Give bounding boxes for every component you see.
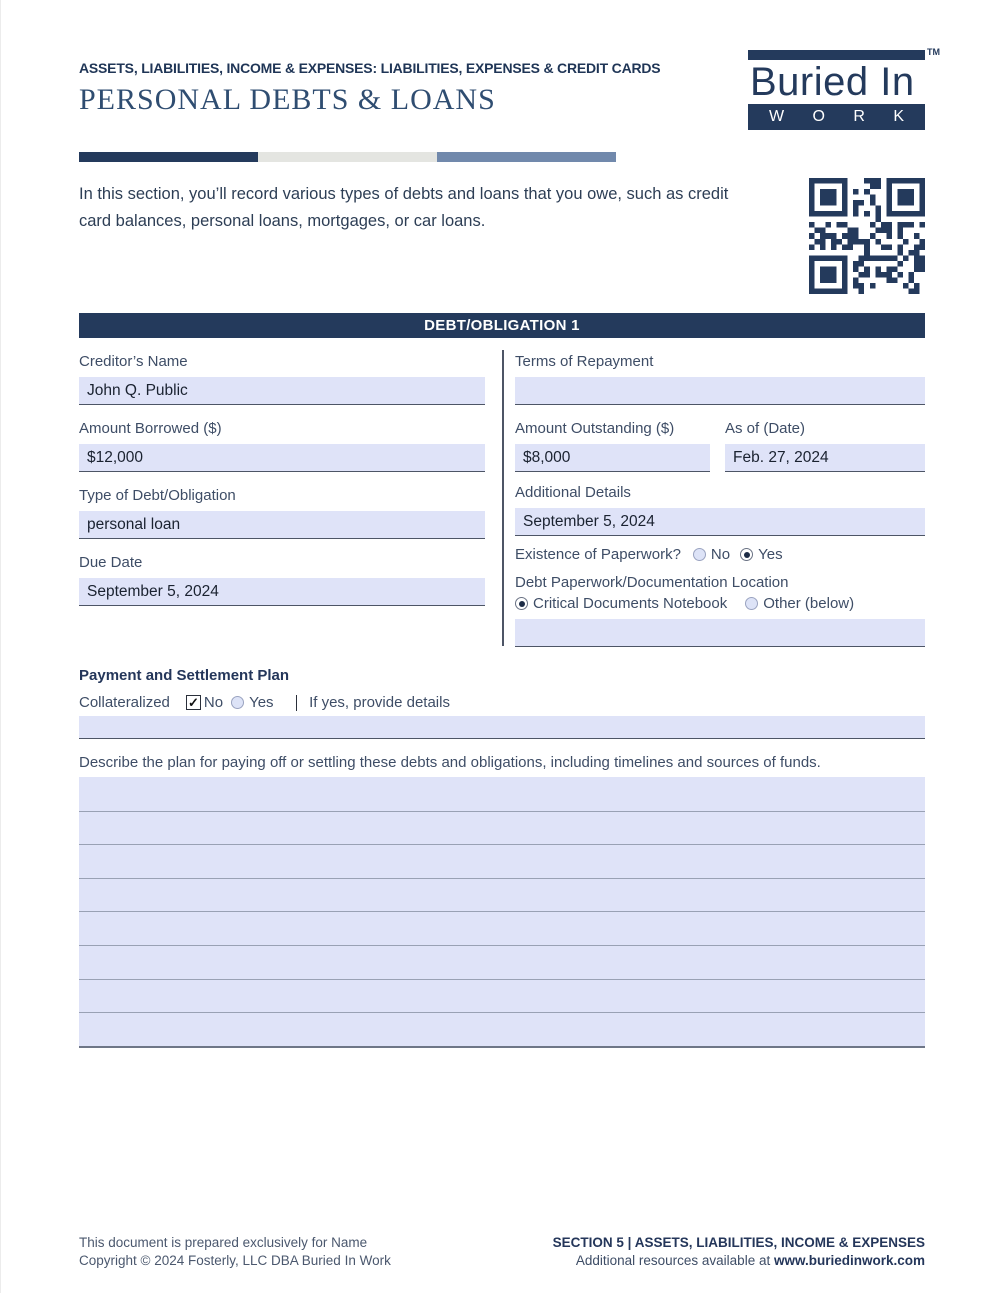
collateralized-no-label: No [203, 694, 224, 711]
page-title: PERSONAL DEBTS & LOANS [79, 83, 496, 116]
collateralized-group [79, 694, 925, 711]
field-creditors-name [79, 353, 485, 405]
creditors-name-label: Creditor’s Name [79, 353, 188, 370]
logo-wordmark: Buried In [750, 60, 915, 104]
debt-obligation-banner: DEBT/OBLIGATION 1 [79, 313, 925, 338]
paperwork-location-label: Debt Paperwork/Documentation Location [515, 574, 789, 591]
as-of-date-input[interactable]: Feb. 27, 2024 [725, 444, 925, 472]
type-of-debt-input[interactable]: personal loan [79, 511, 485, 539]
amount-outstanding-label: Amount Outstanding ($) [515, 420, 675, 437]
field-additional-details [515, 484, 925, 536]
describe-plan-prompt: Describe the plan for paying off or settling these debts and obligations, including timelines and sources of funds. [79, 754, 821, 771]
progress-segment-2 [258, 152, 437, 162]
field-as-of-date [725, 405, 925, 472]
plan-line[interactable] [79, 844, 925, 878]
divider-bar [296, 695, 298, 711]
plan-line[interactable] [79, 811, 925, 845]
amount-borrowed-input[interactable]: $12,000 [79, 444, 485, 472]
paperwork-location-group [515, 574, 925, 647]
collateralized-details-input[interactable] [79, 716, 925, 739]
field-amount-outstanding [515, 405, 710, 472]
due-date-input[interactable]: September 5, 2024 [79, 578, 485, 606]
additional-details-input[interactable]: September 5, 2024 [515, 508, 925, 536]
buried-in-work-logo [748, 47, 940, 130]
amount-outstanding-input[interactable]: $8,000 [515, 444, 710, 472]
section-progress-bar [79, 152, 616, 162]
progress-segment-1 [79, 152, 258, 162]
plan-line[interactable] [79, 945, 925, 979]
as-of-date-label: As of (Date) [725, 420, 806, 437]
paperwork-no-label: No [710, 546, 731, 563]
terms-of-repayment-input[interactable] [515, 377, 925, 405]
page-footer [79, 1234, 925, 1270]
field-due-date [79, 554, 485, 606]
field-terms-of-repayment [515, 353, 925, 405]
additional-details-label: Additional Details [515, 484, 631, 501]
creditors-name-input[interactable]: John Q. Public [79, 377, 485, 405]
copyright-text: Copyright © 2024 Fosterly, LLC DBA Buried In Work [79, 1253, 391, 1268]
plan-line[interactable] [79, 878, 925, 912]
payment-plan-heading: Payment and Settlement Plan [79, 667, 290, 684]
location-other-input[interactable] [515, 619, 925, 647]
footer-section-label: SECTION 5 | ASSETS, LIABILITIES, INCOME & EXPENSES [552, 1235, 925, 1250]
type-of-debt-label: Type of Debt/Obligation [79, 487, 236, 504]
section-eyebrow: ASSETS, LIABILITIES, INCOME & EXPENSES: LIABILITIES, EXPENSES & CREDIT CARDS [79, 60, 661, 76]
prepared-for-text: This document is prepared exclusively for Name [79, 1235, 368, 1250]
column-divider [502, 350, 504, 646]
existence-of-paperwork-label: Existence of Paperwork? [515, 546, 681, 563]
collateralized-label: Collateralized [79, 694, 170, 711]
location-notebook-radio[interactable] [515, 597, 528, 610]
website-link[interactable]: www.buriedinwork.com [773, 1253, 925, 1268]
plan-line[interactable] [79, 1012, 925, 1046]
terms-of-repayment-label: Terms of Repayment [515, 353, 654, 370]
field-type-of-debt [79, 487, 485, 539]
resources-prefix: Additional resources available at [575, 1253, 774, 1268]
qr-code [809, 178, 925, 294]
location-other-radio[interactable] [745, 597, 758, 610]
plan-line[interactable] [79, 911, 925, 945]
collateralized-yes-radio[interactable] [231, 696, 244, 709]
plan-line[interactable] [79, 979, 925, 1013]
logo-work-bar: W O R K [748, 104, 925, 130]
due-date-label: Due Date [79, 554, 143, 571]
collateralized-yes-label: Yes [249, 694, 274, 711]
field-amount-borrowed [79, 420, 485, 472]
paperwork-no-radio[interactable] [693, 548, 706, 561]
logo-top-bar [748, 47, 940, 60]
if-yes-details-label: If yes, provide details [309, 694, 450, 711]
amount-borrowed-label: Amount Borrowed ($) [79, 420, 222, 437]
plan-textarea[interactable] [79, 777, 925, 1048]
location-other-label: Other (below) [763, 595, 855, 612]
progress-segment-3 [437, 152, 616, 162]
paperwork-yes-label: Yes [758, 546, 783, 563]
form-columns [79, 338, 925, 647]
collateralized-no-checkbox[interactable] [186, 695, 201, 710]
plan-line[interactable] [79, 777, 925, 811]
intro-paragraph: In this section, you’ll record various types of debts and loans that you owe, such as credit card balances, personal loans, mortgages, or car loans. [79, 185, 729, 230]
location-notebook-label: Critical Documents Notebook [533, 595, 728, 612]
existence-of-paperwork-group [515, 546, 925, 563]
paperwork-yes-radio[interactable] [740, 548, 753, 561]
header [79, 47, 940, 130]
trademark-symbol: TM [927, 47, 940, 57]
